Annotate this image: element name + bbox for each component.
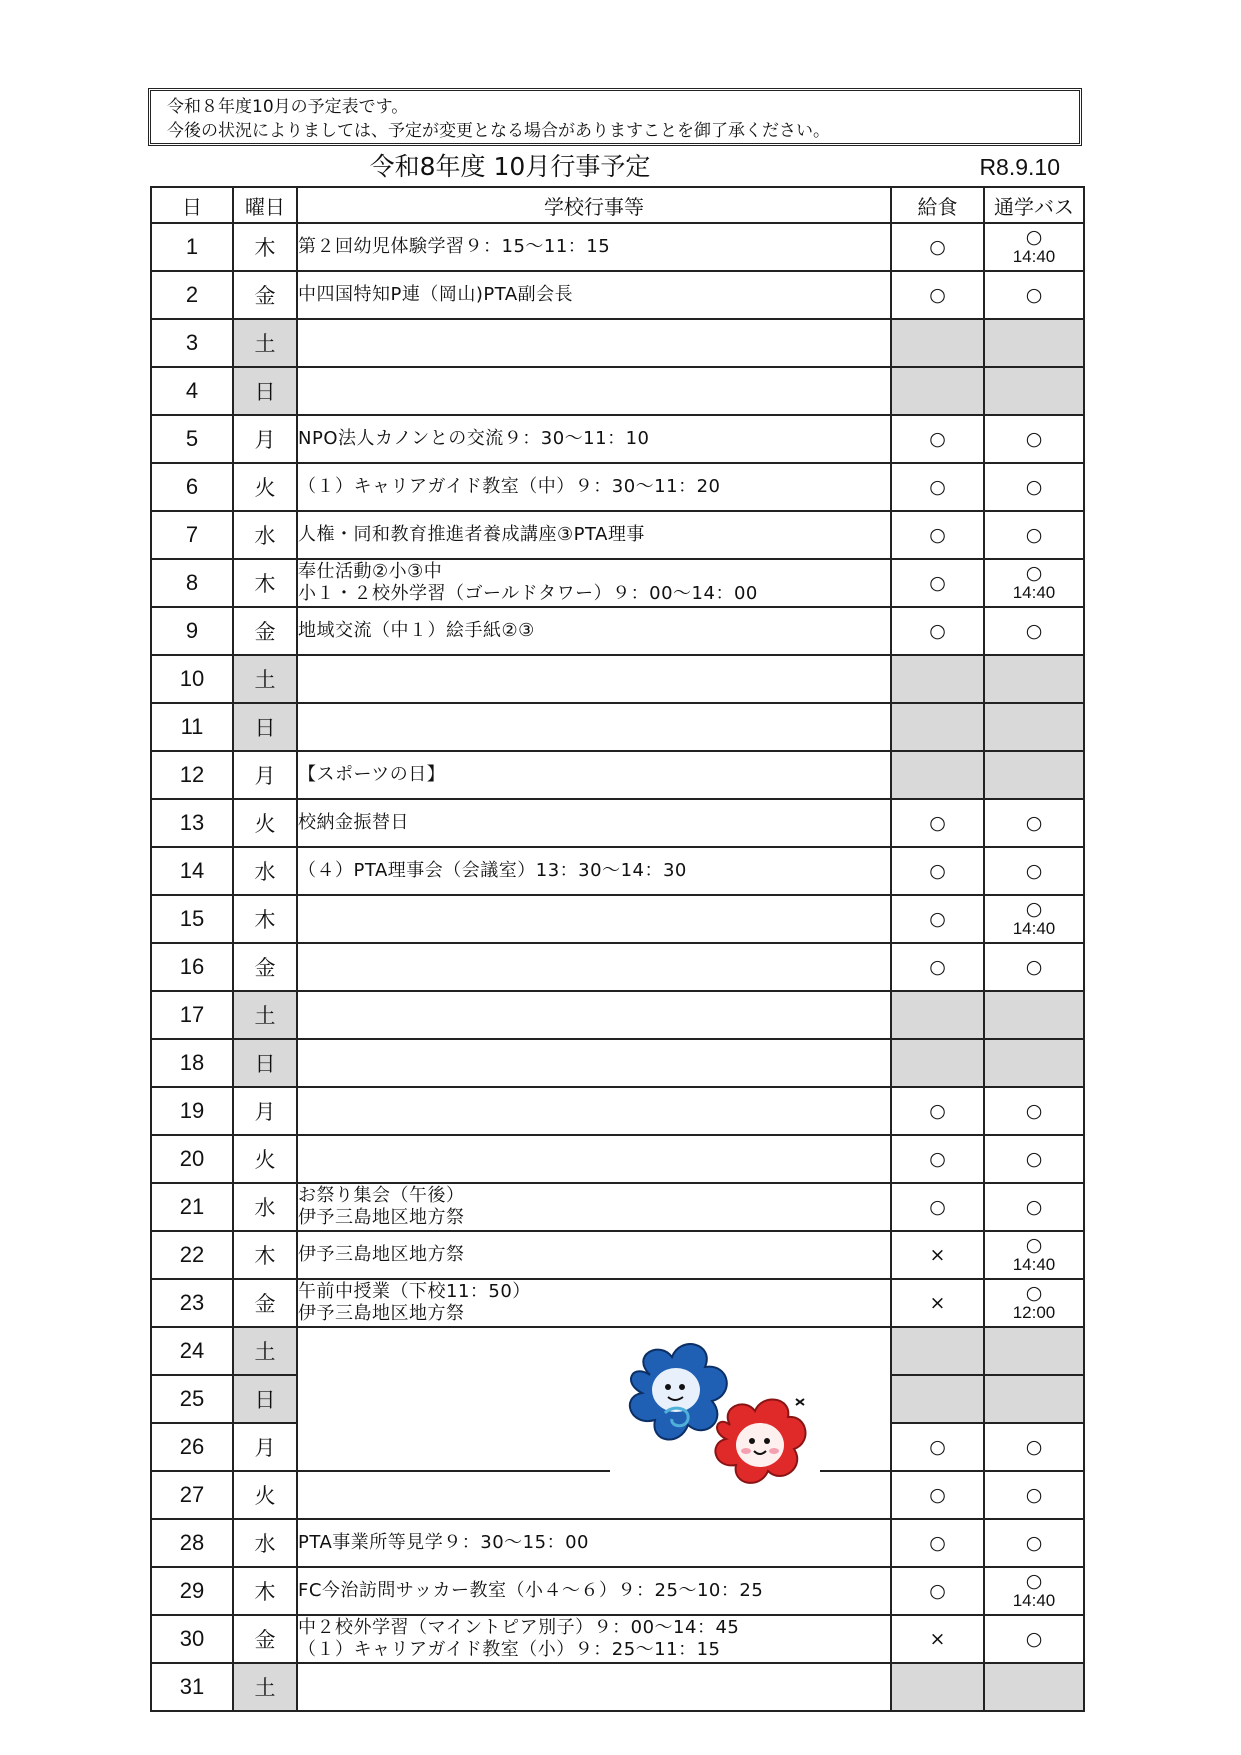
bus-time: 14:40 [1012, 919, 1056, 938]
day-cell: 12 [151, 751, 233, 799]
table-row [151, 607, 1084, 655]
event-text: 校納金振替日 [298, 812, 409, 833]
meal-cell: ○ [891, 1423, 984, 1471]
bus-cell [984, 751, 1084, 799]
table-row [151, 1279, 1084, 1327]
meal-cell: ○ [891, 559, 984, 607]
event-text: お祭り集会（午後） [298, 1185, 465, 1206]
table-row [151, 319, 1084, 367]
weekday-cell: 土 [233, 1663, 297, 1711]
events-cell [297, 463, 891, 511]
bus-mark: ○ [1025, 1628, 1043, 1650]
meal-cell: ○ [891, 1519, 984, 1567]
weekday-cell: 月 [233, 415, 297, 463]
weekday-cell: 木 [233, 895, 297, 943]
table-row [151, 415, 1084, 463]
table-row [151, 847, 1084, 895]
events-cell [297, 1615, 891, 1663]
weekday-cell: 月 [233, 751, 297, 799]
table-row [151, 895, 1084, 943]
meal-cell: × [891, 1615, 984, 1663]
meal-cell [891, 367, 984, 415]
weekday-cell: 月 [233, 1423, 297, 1471]
weekday-cell: 金 [233, 1615, 297, 1663]
bus-mark: ○ [1025, 476, 1043, 498]
day-cell: 28 [151, 1519, 233, 1567]
event-text: 第２回幼児体験学習９：15～11：15 [298, 236, 611, 257]
bus-cell [984, 1327, 1084, 1375]
bus-cell [984, 367, 1084, 415]
day-cell: 9 [151, 607, 233, 655]
day-cell: 26 [151, 1423, 233, 1471]
weekday-cell: 日 [233, 1375, 297, 1423]
meal-cell [891, 751, 984, 799]
bus-cell [984, 319, 1084, 367]
meal-cell: ○ [891, 607, 984, 655]
bus-mark: ○ [1025, 620, 1043, 642]
event-text: （１）キャリアガイド教室（小）９：25～11：15 [298, 1639, 721, 1660]
weekday-cell: 土 [233, 991, 297, 1039]
weekday-cell: 木 [233, 1231, 297, 1279]
event-text: 伊予三島地区地方祭 [298, 1207, 465, 1228]
day-cell: 16 [151, 943, 233, 991]
bus-cell [984, 1183, 1084, 1231]
red-mascot [715, 1399, 805, 1483]
meal-cell [891, 655, 984, 703]
bus-cell [984, 943, 1084, 991]
events-cell [297, 511, 891, 559]
event-text: 人権・同和教育推進者養成講座③PTA理事 [298, 524, 645, 545]
title-row [150, 150, 1080, 184]
day-cell: 31 [151, 1663, 233, 1711]
event-text: 【スポーツの日】 [298, 764, 446, 785]
bus-cell [984, 271, 1084, 319]
weekday-cell: 水 [233, 1519, 297, 1567]
table-row [151, 1615, 1084, 1663]
meal-cell [891, 1663, 984, 1711]
table-row [151, 1567, 1084, 1615]
bus-mark: ○ [1025, 1196, 1043, 1218]
day-cell: 4 [151, 367, 233, 415]
day-cell: 1 [151, 223, 233, 271]
events-cell [297, 415, 891, 463]
day-cell: 8 [151, 559, 233, 607]
bus-mark: ○ [1025, 860, 1043, 882]
table-row [151, 751, 1084, 799]
day-cell: 10 [151, 655, 233, 703]
bus-time: 14:40 [1012, 583, 1056, 602]
weekday-cell: 水 [233, 511, 297, 559]
meal-cell: ○ [891, 943, 984, 991]
bus-mark: ○ [1025, 1484, 1043, 1506]
event-text: NPO法人カノンとの交流９：30～11：10 [298, 428, 650, 449]
events-cell [297, 1087, 891, 1135]
table-row [151, 1039, 1084, 1087]
bus-cell [984, 895, 1084, 943]
bus-cell [984, 463, 1084, 511]
header-row [151, 187, 1084, 223]
event-text: （４）PTA理事会（会議室）13：30～14：30 [298, 860, 687, 881]
bus-cell [984, 1567, 1084, 1615]
bus-mark: ○ [1025, 226, 1043, 248]
table-row [151, 1135, 1084, 1183]
weekday-cell: 木 [233, 1567, 297, 1615]
bus-cell [984, 559, 1084, 607]
events-cell [297, 271, 891, 319]
bus-cell [984, 511, 1084, 559]
table-row [151, 271, 1084, 319]
bus-cell [984, 991, 1084, 1039]
bus-mark: ○ [1025, 812, 1043, 834]
events-cell [297, 1231, 891, 1279]
table-row [151, 367, 1084, 415]
events-cell [297, 607, 891, 655]
weekday-cell: 火 [233, 799, 297, 847]
day-cell: 15 [151, 895, 233, 943]
events-cell [297, 1519, 891, 1567]
col-header-dow: 曜日 [233, 187, 297, 223]
bus-mark: ○ [1025, 1234, 1043, 1256]
meal-cell: ○ [891, 1087, 984, 1135]
meal-cell: ○ [891, 415, 984, 463]
bus-mark: ○ [1025, 1148, 1043, 1170]
bus-time: 14:40 [1012, 247, 1056, 266]
meal-cell: ○ [891, 1135, 984, 1183]
meal-cell: ○ [891, 1471, 984, 1519]
bus-time: 14:40 [1012, 1255, 1056, 1274]
day-cell: 24 [151, 1327, 233, 1375]
meal-cell: ○ [891, 847, 984, 895]
day-cell: 5 [151, 415, 233, 463]
bus-cell [984, 1375, 1084, 1423]
weekday-cell: 土 [233, 319, 297, 367]
events-cell [297, 655, 891, 703]
events-cell [297, 319, 891, 367]
bus-mark: ○ [1025, 284, 1043, 306]
meal-cell [891, 1375, 984, 1423]
event-text: PTA事業所等見学９：30～15：00 [298, 1532, 589, 1553]
meal-cell: ○ [891, 511, 984, 559]
weekday-cell: 火 [233, 1471, 297, 1519]
meal-cell [891, 703, 984, 751]
day-cell: 3 [151, 319, 233, 367]
issue-date: R8.9.10 [979, 154, 1060, 180]
event-text: 小１・２校外学習（ゴールドタワー）９：00～14：00 [298, 583, 758, 604]
bus-mark: ○ [1025, 1570, 1043, 1592]
event-text: 伊予三島地区地方祭 [298, 1244, 465, 1265]
bus-mark: ○ [1025, 898, 1043, 920]
mascot-illustration [610, 1335, 820, 1510]
day-cell: 29 [151, 1567, 233, 1615]
weekday-cell: 火 [233, 1135, 297, 1183]
bus-cell [984, 1135, 1084, 1183]
bus-cell [984, 1615, 1084, 1663]
events-cell [297, 1039, 891, 1087]
bus-cell [984, 1231, 1084, 1279]
table-row [151, 559, 1084, 607]
bus-cell [984, 1279, 1084, 1327]
weekday-cell: 金 [233, 271, 297, 319]
events-cell [297, 799, 891, 847]
day-cell: 23 [151, 1279, 233, 1327]
events-cell [297, 1183, 891, 1231]
events-cell [297, 1567, 891, 1615]
events-cell [297, 991, 891, 1039]
bus-cell [984, 1471, 1084, 1519]
event-text: 午前中授業（下校11：50） [298, 1281, 531, 1302]
table-row [151, 1183, 1084, 1231]
day-cell: 27 [151, 1471, 233, 1519]
bus-mark: ○ [1025, 956, 1043, 978]
table-row [151, 703, 1084, 751]
weekday-cell: 水 [233, 1183, 297, 1231]
bus-cell [984, 415, 1084, 463]
mascot-svg [610, 1335, 820, 1510]
events-cell [297, 1135, 891, 1183]
meal-cell: ○ [891, 1567, 984, 1615]
bus-cell [984, 799, 1084, 847]
meal-cell: ○ [891, 223, 984, 271]
events-cell [297, 1279, 891, 1327]
event-text: （１）キャリアガイド教室（中）９：30～11：20 [298, 476, 721, 497]
meal-cell: × [891, 1279, 984, 1327]
events-cell [297, 943, 891, 991]
weekday-cell: 土 [233, 655, 297, 703]
day-cell: 19 [151, 1087, 233, 1135]
event-text: 地域交流（中１）絵手紙②③ [298, 620, 535, 641]
event-text: 中四国特知P連（岡山)PTA副会長 [298, 284, 574, 305]
events-cell [297, 895, 891, 943]
day-cell: 20 [151, 1135, 233, 1183]
meal-cell: ○ [891, 271, 984, 319]
table-row [151, 463, 1084, 511]
weekday-cell: 土 [233, 1327, 297, 1375]
bus-cell [984, 607, 1084, 655]
day-cell: 6 [151, 463, 233, 511]
events-cell [297, 367, 891, 415]
meal-cell [891, 991, 984, 1039]
event-text: 奉仕活動②小③中 [298, 561, 443, 582]
event-text: 中２校外学習（マイントピア別子）９：00～14：45 [298, 1617, 740, 1638]
events-cell [297, 223, 891, 271]
bus-mark: ○ [1025, 524, 1043, 546]
page-title: 令和8年度 10月行事予定 [369, 152, 651, 181]
bus-mark: ○ [1025, 1436, 1043, 1458]
weekday-cell: 水 [233, 847, 297, 895]
bus-mark: ○ [1025, 562, 1043, 584]
col-header-events: 学校行事等 [297, 187, 891, 223]
bus-time: 12:00 [1012, 1303, 1056, 1322]
table-row [151, 991, 1084, 1039]
col-header-day: 日 [151, 187, 233, 223]
table-row [151, 1087, 1084, 1135]
bus-cell [984, 1087, 1084, 1135]
bus-mark: ○ [1025, 428, 1043, 450]
day-cell: 30 [151, 1615, 233, 1663]
bus-cell [984, 1519, 1084, 1567]
meal-cell: ○ [891, 895, 984, 943]
day-cell: 17 [151, 991, 233, 1039]
day-cell: 21 [151, 1183, 233, 1231]
event-text: 伊予三島地区地方祭 [298, 1303, 465, 1324]
bus-time: 14:40 [1012, 1591, 1056, 1610]
table-row [151, 1519, 1084, 1567]
weekday-cell: 木 [233, 559, 297, 607]
weekday-cell: 日 [233, 703, 297, 751]
weekday-cell: 日 [233, 1039, 297, 1087]
weekday-cell: 金 [233, 943, 297, 991]
bus-cell [984, 655, 1084, 703]
bus-cell [984, 1663, 1084, 1711]
blue-mascot [630, 1344, 727, 1439]
notice-box [148, 88, 1082, 146]
notice-line-1: 令和８年度10月の予定表です。 [167, 97, 409, 117]
weekday-cell: 金 [233, 607, 297, 655]
meal-cell: ○ [891, 463, 984, 511]
day-cell: 7 [151, 511, 233, 559]
weekday-cell: 月 [233, 1087, 297, 1135]
table-row [151, 1663, 1084, 1711]
bus-mark: ○ [1025, 1100, 1043, 1122]
events-cell [297, 703, 891, 751]
table-row [151, 943, 1084, 991]
events-cell [297, 559, 891, 607]
meal-cell [891, 1327, 984, 1375]
table-row [151, 799, 1084, 847]
weekday-cell: 火 [233, 463, 297, 511]
bus-cell [984, 1039, 1084, 1087]
meal-cell [891, 319, 984, 367]
table-row [151, 655, 1084, 703]
day-cell: 25 [151, 1375, 233, 1423]
day-cell: 22 [151, 1231, 233, 1279]
bus-mark: ○ [1025, 1282, 1043, 1304]
bus-cell [984, 703, 1084, 751]
weekday-cell: 金 [233, 1279, 297, 1327]
meal-cell: ○ [891, 1183, 984, 1231]
bus-mark: ○ [1025, 1532, 1043, 1554]
weekday-cell: 木 [233, 223, 297, 271]
col-header-meal: 給食 [891, 187, 984, 223]
bus-cell [984, 1423, 1084, 1471]
meal-cell: × [891, 1231, 984, 1279]
events-cell [297, 751, 891, 799]
events-cell [297, 847, 891, 895]
day-cell: 2 [151, 271, 233, 319]
table-row [151, 223, 1084, 271]
day-cell: 14 [151, 847, 233, 895]
event-text: FC今治訪問サッカー教室（小４～６）９：25～10：25 [298, 1580, 764, 1601]
bus-cell [984, 223, 1084, 271]
day-cell: 18 [151, 1039, 233, 1087]
notice-line-2: 今後の状況によりましては、予定が変更となる場合がありますことを御了承ください。 [167, 121, 830, 141]
col-header-bus: 通学バス [984, 187, 1084, 223]
table-row [151, 1231, 1084, 1279]
events-cell [297, 1663, 891, 1711]
meal-cell: ○ [891, 799, 984, 847]
weekday-cell: 日 [233, 367, 297, 415]
day-cell: 13 [151, 799, 233, 847]
day-cell: 11 [151, 703, 233, 751]
table-row [151, 511, 1084, 559]
bus-cell [984, 847, 1084, 895]
meal-cell [891, 1039, 984, 1087]
